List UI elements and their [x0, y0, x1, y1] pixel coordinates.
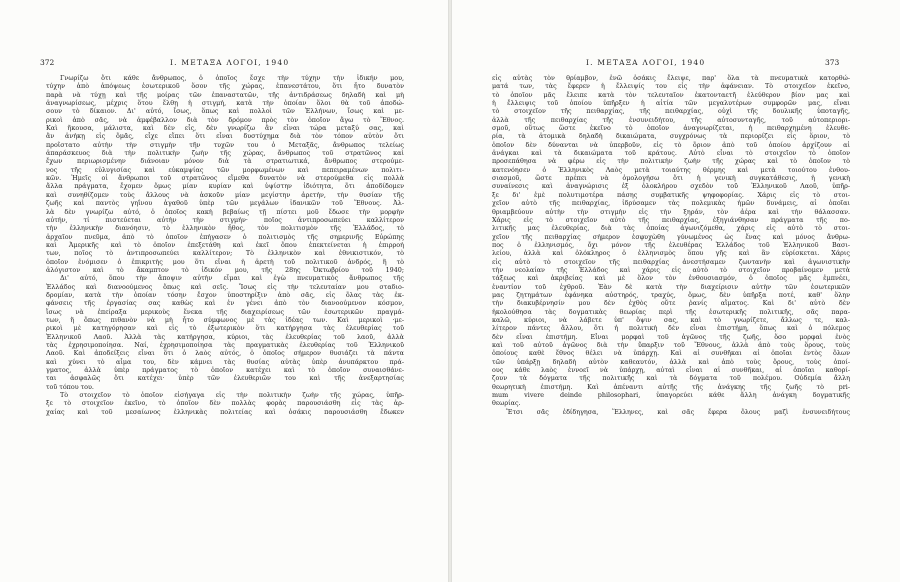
- text-line: μας ζητημάτων ἐφάνηκα αὐστηρός, τραχύς, ὅμως, δὲν ὑπῆρξα ποτέ, καθ' ὅλην: [492, 290, 850, 299]
- text-line: γματος, ἀλλὰ ὑπὲρ πράγματος τὸ ὁποῖον κατέχει καὶ τὸ ὁποῖον συναισθάνε-: [46, 366, 404, 375]
- text-line: ἀλόγιστον καὶ τὸ ἄκαμπτον τὸ ἰδικόν μου, τῆς 28ης Ὀκτωβρίου τοῦ 1940;: [46, 265, 404, 274]
- text-line: mum vivere deinde philosophari, ὑπαγορεύει κάθε ἄλλη ἀνάγκη δογματικῆς: [492, 391, 850, 400]
- text-line: δὲν εἶναι ἐπιστήμη. Εἶναι μορφαὶ τοῦ ἀγῶνος τῆς ζωῆς, ὅσο μορφαὶ ἐνὸς: [492, 332, 850, 341]
- text-line: λιτικῆς μας ἐλευθερίας, διὰ τὰς ὁποίας ἀγωνιζόμεθα, χάρις εἰς αὐτὸ τὸ στοι-: [492, 224, 850, 233]
- text-line: καὶ συνηθίζομεν τοὺς ἄλλους νὰ ἀσκοῦν μίαν μεγίστην ἀρετήν, τὴν θυσίαν τῆς: [46, 190, 404, 199]
- text-line: καλῶ, κύριοι, νὰ λάβετε ὑπ' ὄψιν σας, καὶ τὸ γνωρίζετε, ἄλλως τε, καλ-: [492, 315, 850, 324]
- text-line: συναίνεσις καὶ ἀναγνώρισις ἐξ ὁλοκλήρου σχεδὸν τοῦ Ἑλληνικοῦ Λαοῦ, ὑπῆρ-: [492, 182, 850, 191]
- text-line: ους κάθε λαὸς ἐννοεῖ νὰ ὑπάρχῃ, αὐταὶ εἶναι αἱ συνθῆκαι, αἱ ὁποῖαι καθορί-: [492, 366, 850, 375]
- text-line: τύχην ἀπὸ ἀπόψεως ἐσωτερικοῦ ὅσον τῆς χώρας, ἐπανεστάτου, ὅτι ἦτο δυνατὸν: [46, 82, 404, 91]
- text-line: λείου, ἀλλὰ καὶ ὁλόκληρος ὁ ἑλληνισμὸς ὅπου γῆς καὶ ἂν εὑρίσκεται. Χάρις: [492, 249, 850, 258]
- text-line: ἡ ἔλλειψις τοῦ ὁποίου ὑπῆρξεν ἡ αἰτία τῶν μεγαλυτέρων συμφορῶν μας, εἶναι: [492, 99, 850, 108]
- text-line: καὶ χύνει τὸ αἷμα του, δὲν κάμνει τὰς θυσίας αὐτὰς ὑπὲρ ἀνυπάρκτου πρά-: [46, 357, 404, 366]
- text-line: θριαμβεύουν αὐτὴν τὴν στιγμὴν εἰς τὴν ξηράν, τὸν ἀέρα καὶ τὴν θάλασσαν.: [492, 207, 850, 216]
- text-line: Δι' αὐτό, ὅπου τὴν ἄποψιν αὐτὴν εἶμαι καὶ ἐγὼ πνευματικὸς ἄνθρωπος τῆς: [60, 274, 404, 283]
- text-line: καὶ Ἀμερικῆς καὶ τὸ ὁποῖον ἐπεξετάθη καὶ ἐκεῖ ὅπου ἐπεκτείνεται ἡ ἐπιρροή: [46, 240, 404, 249]
- right-page-body: [492, 74, 850, 416]
- text-line: ἀνάγκαι καὶ τὰ δικαιώματα τοῦ κράτους. Αὐτὸ εἶναι τὸ στοιχεῖον τὸ ὁποῖον: [492, 149, 850, 158]
- text-line: τὰς ἐχρησιμοποίησα. Ναί, ἐχρησιμοποίησα τὰς πραγματικὰς ἐλευθερίας τοῦ Ἑλληνικοῦ: [46, 341, 404, 349]
- text-line: τὸ στοιχεῖον τῆς πειθαρχίας, τῆς πειθαρχίας, οὐχὶ τῆς δουλικῆς ὑποταγῆς,: [492, 107, 850, 116]
- text-line: τὴν νεολαίαν τῆς Ἑλλάδος καὶ χάρις εἰς αὐτὸ τὸ στοιχεῖον προβαίνομεν μετὰ: [492, 265, 850, 274]
- text-line: χεῖον αὐτὸ τῆς πειθαρχίας, ἱδρύσαμεν τὰς πολεμικὰς ἡμῶν δυνάμεις, αἱ ὁποῖαι: [492, 199, 850, 208]
- text-line: θεωρίας.: [492, 399, 521, 408]
- text-line: Ἑλλάδος καὶ διανοούμενος ὅπως καὶ σεῖς. Ἴσως εἰς τὴν τελευταίαν μου σταδιο-: [46, 282, 404, 291]
- text-line: καὶ τοῦ αὐτοῦ ἀγῶνος διὰ τὴν ὕπαρξιν τοῦ Ἔθνους, ἀλλὰ ἀπὸ τοὺς ὅρους, τοὺς: [492, 341, 850, 349]
- text-line: ἀλλὰ τῆς πειθαρχίας τῆς ἐνσυνειδήτου, τῆς αὐτοσυνταγῆς, τοῦ αὐτοπεριορι-: [492, 115, 850, 124]
- text-line: κῶν. Ἡμεῖς οἱ ἄνθρωποι τοῦ στρατῶνος εἴμεθα δυνατὸν νὰ στερούμεθα εἰς πολλὰ: [46, 174, 404, 183]
- right-page: [452, 0, 900, 582]
- text-line: ἂν ἀνήκῃ εἰς ὅμᾶς, εἶχε εἴπει ὅτι εἶναι δυστύχημα διὰ τὸν τόπον αὐτὸν ὅτι: [46, 132, 404, 141]
- left-running-title: Ι. ΜΕΤΑΞΑ ΛΟΓΟΙ, 1940: [170, 58, 290, 67]
- text-line: ρικοὶ ἀπὸ σᾶς, νὰ ἀμφέβαλλον διὰ τὸν δρόμον πρὸς τὸν ὁποῖον ἄγω τὸ Ἔθνος.: [46, 115, 404, 124]
- text-line: ἐναντίον τοῦ ἐχθροῦ. Ἐὰν δὲ κατὰ τὴν διαχείρισιν αὐτὴν τῶν ἐσωτερικῶν: [492, 282, 850, 291]
- text-line: αὐτήν, τί πιστεύεται αὐτὴν τὴν στιγμήν· ποῖος ἀντιπροσωπεύει καλλίτερον: [46, 215, 404, 224]
- text-line: ὁποῖον ἐνόμισεν ὁ ἐπικριτὴς μου ὅτι εἶναι ἡ ἀρετὴ τοῦ πολιτικοῦ ἀνδρός, ἢ τὸ: [46, 257, 404, 266]
- right-running-title: Ι. ΜΕΤΑΞΑ ΛΟΓΟΙ, 1940: [586, 58, 706, 67]
- left-page-number: 372: [40, 58, 55, 67]
- text-line: ται ἀσφαλῶς ὅτι κατέχει· ὑπὲρ τῶν ἐλευθεριῶν του καὶ τῆς ἀνεξαρτησίας: [46, 374, 404, 383]
- text-line: εἰς αὐτὰς τὸν θρίαμβον, ἐνῶ ὁσάκις ἔλειψε, παρ' ὅλα τὰ πνευματικὰ κατορθώ-: [492, 74, 850, 82]
- text-line: νος τῆς εὐλυγισίας καὶ εὐκαμψίας τῶν μορφωμένων καὶ πεπειραμένων πολιτι-: [46, 165, 404, 174]
- text-line: προΐστατο αὐτὴν τὴν στιγμὴν τῆν τυχῶν του ὁ Μεταξᾶς, ἄνθρωπος τελείως: [46, 140, 404, 149]
- text-line: ἀρχαῖον πνεῦμα, ἀπὸ τὸ ὁποῖον ἐπήγασεν ὁ πολιτισμὸς τῆς σημερινῆς Εὐρώπης: [46, 232, 404, 241]
- left-page: [0, 0, 448, 582]
- text-line: τὴν διακυβέρνησίν μου δὲν ἐχθὸς οὔτε ῥανίς αἵματος. Καὶ δι' αὐτὸ δὲν: [492, 299, 850, 308]
- text-line: Ἔτσι σᾶς ἐδίδηγησα, Ἕλληνες, καὶ σᾶς ἔφερα ὅλους μαζὶ ἐνσυνειδήτους: [506, 407, 850, 416]
- text-line: τοῦ τόπου του.: [46, 382, 94, 391]
- text-line: ἔχων περιωρισμένην διάνοιαν μόνον διὰ τὰ στρατιωτικά, ἄνθρωπος στερούμε-: [46, 157, 404, 166]
- text-line: σουν τὸ δίκαιον. Δι' αὐτό, ἴσως, ὅπως καὶ πολλοὶ τῶν Ἑλλήνων, ἴσως καὶ με-: [46, 107, 404, 116]
- text-line: ἠκολούθησα τὰς δογματικὰς θεωρίας περὶ τῆς ἐσωτερικῆς πολιτικῆς, σᾶς παρα-: [492, 307, 850, 316]
- text-line: Καὶ ἤκουσα, μάλιστα, καὶ δὲν εἶς, δὲν γνωρίζω ἂν εἶναι τώρα μεταξύ σας, καὶ: [46, 124, 404, 133]
- text-line: τὴν ἑλληνικὴν διανόησιν, τὸ ἑλληνικὸν ἦθος, τὸν πολιτισμὸν τῆς Ἑλλάδος, τὸ: [46, 224, 404, 233]
- text-line: φάνσεις τῆς ἐργασίας σας καθὼς καὶ ἐν γένει ἀπὸ τὸν διανοούμενον κόσμον,: [46, 299, 404, 308]
- text-line: θεωρητικὴ ἐπιστήμη. Καὶ ἀπέναντι αὐτῆς τῆς ἀνάγκης τῆς ζωῆς τὸ pri-: [492, 382, 850, 391]
- text-line: ὁποῖον δὲν δύνανται νὰ ὑπερβοῦν, εἰς τὸ ὅριον ἀπὸ τοῦ ὁποίου ἀρχίζουν αἱ: [492, 140, 850, 149]
- text-line: Τὸ στοιχεῖον τὸ ὁποῖον εἰσήγαγα εἰς τὴν πολιτικὴν ζωὴν τῆς χώρας, ὑπῆρ-: [60, 391, 404, 400]
- right-page-number: 373: [825, 58, 840, 67]
- text-line: ρικοὶ μὲ κατηγόρησαν καὶ εἰς τὸ ἐξωτερικὸν ὅτι κατήργησα τὰς ἐλευθερίας τοῦ: [46, 324, 404, 333]
- text-line: Ἑλληνικοῦ Λαοῦ. Ἀλλὰ τὰς κατήργησα, κύριοι, τὰς ἐλευθερίας τοῦ λαοῦ, ἀλλὰ: [46, 332, 404, 341]
- text-line: σιασμοῦ, ὥστε πρέπει νὰ ὁμολογήσω ὅτι ἡ γενικὴ συγκατάθεσις, ἡ γενικὴ: [492, 174, 850, 183]
- text-line: ἀπαράσκευος διὰ τὴν πολιτικὴν ζωὴν τῆς χώρας, ἄνθρωπος τοῦ στρατῶνος καὶ: [46, 149, 404, 158]
- text-line: Γνωρίζω ὅτι κάθε ἄνθρωπος, ὁ ὁποῖος ἔσχε τὴν τύχην τὴν ἰδικήν μου,: [60, 74, 404, 82]
- text-line: ὁποίους καθὲ ἔθνος θέλει νὰ ὑπάρχῃ. Καὶ αἱ συνθῆκαι αἱ ὁποῖαι ἐντὸς ὅλων: [492, 349, 850, 358]
- text-line: σμοῦ, οὕτως ὥστε ἐκεῖνο τὸ ὁποῖον ἀναγνωρίζεται, ἡ πειθαρχημένη ἐλευθε-: [492, 124, 850, 133]
- text-line: λὰ δὲν γνωρίζω αὐτό, ὁ ὁποῖος κακὴ βεβαίως τῇ πίστει μοῦ ἔδωσε τὴν μορφὴν: [46, 207, 404, 216]
- text-line: ἄλλα πράγματα, ἔχομεν ὅμως μίαν κυρίαν καὶ ὑψίστην ἰδιότητα, ὅτι ἀποδίδομεν: [46, 182, 404, 191]
- text-line: χαίας καὶ τοῦ μεσαίωνος ἑλληνικὰς πολιτείας καὶ ὁσάκις παρουσιάσθη ἔδωκεν: [46, 407, 404, 416]
- text-line: των, ἢ ὅπως πιθανὸν νὰ μὴ ἦτο σύμφωνος μὲ τὰς ἰδέας των. Καὶ μερικοὶ ·με-: [46, 315, 404, 324]
- left-page-body: [46, 74, 404, 416]
- text-line: παρὰ νὰ τύχῃ καὶ τῆς μοίρας τῶν ἐπαναστατῶν, τῆς ἀντιδράσεως δηλαδὴ καὶ μὴ: [46, 90, 404, 99]
- text-line: τὸ ὁποῖον μᾶς ἔλειπε κατὰ τὸν τελευταῖον ἑκατονταετῆ ἐλεύθερον βίον μας καὶ: [492, 90, 850, 99]
- text-line: τάξεως καὶ ἀκριβείας καὶ μὲ ὅλον τὸν ἐνθουσιασμόν, ὁ ὁποῖος μᾶς ἐμπνέει,: [492, 274, 850, 283]
- text-line: προσεπάθησα νὰ φέρω εἰς τὴν πολιτικὴν ζωὴν τῆς χώρας καὶ τὸ ὁποῖον τὸ: [492, 157, 850, 166]
- text-line: ζωῆς καὶ παντὸς γηΐνου ἀγαθοῦ ὑπὲρ τῶν μεγάλων ἰδανικῶν τοῦ Ἔθνους. Ἀλ-: [46, 199, 404, 208]
- text-line: τῶν ὑπάρξῃ δηλαδὴ αὐτὸν καθεαυτόν, ἀλλὰ καὶ ἀπὸ τοὺς ὅρους, τοὺς ὁποί-: [492, 357, 850, 366]
- text-line: λίτερον πάντες ἄλλου, ὅτι ἡ πολιτικὴ δὲν εἶναι ἐπιστήμη, ὅπως καὶ ὁ πόλεμος: [492, 324, 850, 333]
- text-line: ματά των, τὰς ἔφερεν ἡ ἔλλειψίς του εἰς τὴν ἀφάνειαν. Τὸ στοιχεῖον ἐκεῖνο,: [492, 82, 850, 91]
- text-line: εἰς αὐτὸ τὸ στοιχεῖον τῆς πειθαρχίας ἀνεστήσαμεν ζωντανὴν καὶ ἀγωνιστικὴν: [492, 257, 850, 266]
- text-line: δρομίαν, κατὰ τὴν ὁποίαν τόσην ἔσχον ὑποστηρίξιν ἀπὸ σᾶς, εἰς ὅλας τὰς ἐκ-: [46, 290, 404, 299]
- text-line: πος ὁ ἑλληνισμός, ὄχι μόνον τῆς ἐλευθέρας Ἑλλάδος τοῦ Ἑλληνικοῦ Βασι-: [492, 240, 850, 249]
- text-line: ἴσως νὰ ἐπείραξα μερικοὺς ἕνεκα τῆς διαχειρίσεως τῶν ἐσωτερικῶν πραγμά-: [46, 307, 404, 316]
- text-line: των, ποῖος τὸ ἀντιπροσωπεύει καλλίτερον; Τὸ ἑλληνικὸν καὶ ἐθνικιστικόν, τὸ: [46, 249, 404, 258]
- text-line: ἀναγνωρίσεως, μέχρις ὅτου ἔλθῃ ἡ στιγμή, κατὰ τὴν ὁποίαν ὅλοι θὰ τοῦ ἀποδώ-: [46, 99, 404, 108]
- text-line: κατενόησεν ὁ Ἑλληνικὸς Λαὸς μετὰ τοιαύτης θέρμης καὶ μετὰ τοιούτου ἐνθου-: [492, 165, 850, 174]
- text-line: Λαοῦ. Καὶ ἀποδείξεις εἶναι ὅτι ὁ λαὸς αὐτός, ὁ ὁποῖος σήμερον θυσιάζει τὰ πάντα: [46, 349, 404, 358]
- text-line: ζουν τὰ δόγματα τῆς πολιτικῆς καὶ τὰ δόγματα τοῦ πολέμου. Οὐδεμία ἄλλη: [492, 374, 850, 383]
- text-line: χεῖον τῆς πειθαρχίας σήμερον ἐσφυχὼθη γύνωμένος ὡς ἕνας καὶ μόνος ἄνθρω-: [492, 232, 850, 241]
- text-line: ξε τὸ στοιχεῖον ἐκεῖνο, τὸ ὁποῖον δὲν πολλὰς φορὰς παρουσιάσθη εἰς τὰς ἀρ-: [46, 399, 404, 408]
- text-line: ξε δι' ἐμὲ πολυτιμοτέρα πάσης συμβατικῆς ψηφοφορίας. Χάρις εἰς τὸ στοι-: [492, 190, 850, 199]
- text-line: ρία, τὰ ἀτομικὰ δηλαδὴ δικαιώματα, συγχρόνως τὰ περιορίζει εἰς ὅριον, τὸ: [492, 132, 850, 141]
- text-line: Χάρις εἰς τὸ στοιχεῖον αὐτὸ τῆς πειθαρχίας, ἐξηγιάνθησαν πράγματα τῆς πο-: [492, 215, 850, 224]
